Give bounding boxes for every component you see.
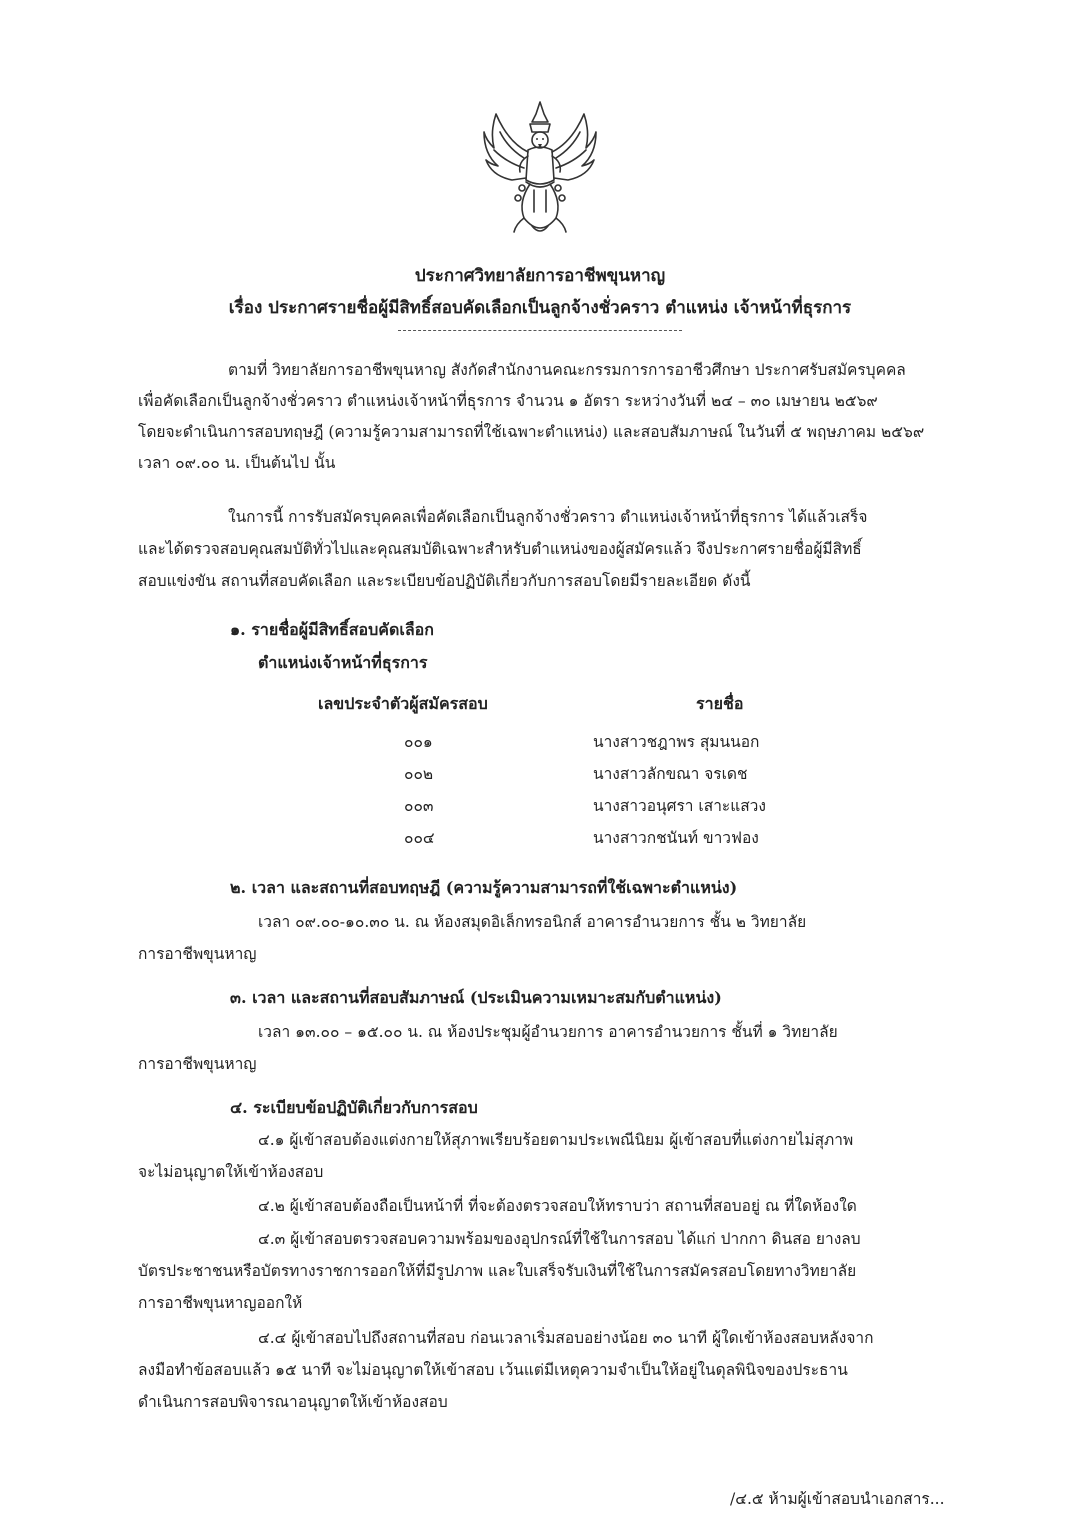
candidate-id: ๐๐๑ — [404, 733, 433, 751]
intro-line: เวลา ๐๙.๐๐ น. เป็นต้นไป นั้น — [138, 454, 336, 472]
candidate-id: ๐๐๓ — [404, 797, 434, 815]
section-3-line: การอาชีพขุนหาญ — [138, 1055, 257, 1073]
section-1-position: ตำแหน่งเจ้าหน้าที่ธุรการ — [258, 653, 428, 672]
candidate-id: ๐๐๒ — [404, 765, 434, 783]
para-line: และได้ตรวจสอบคุณสมบัติทั่วไปและคุณสมบัติเฉพาะสำหรับตำแหน่งของผู้สมัครแล้ว จึงประกาศรายชื่อผู้มีสิทธิ์ — [138, 540, 862, 558]
candidate-name: นางสาวชฎาพร สุมนนอก — [593, 733, 760, 751]
para-line: ในการนี้ การรับสมัครบุคคลเพื่อคัดเลือกเป็นลูกจ้างชั่วคราว ตำแหน่งเจ้าหน้าที่ธุรการ ได้แล้วเสร็จ — [228, 508, 868, 526]
section-2-line: การอาชีพขุนหาญ — [138, 945, 257, 963]
intro-line: โดยจะดำเนินการสอบทฤษฎี (ความรู้ความสามารถที่ใช้เฉพาะตำแหน่ง) และสอบสัมภาษณ์ ในวันที่ ๕ พฤษภาคม ๒๕๖๙ — [138, 423, 925, 441]
rule-item-line: ๔.๑ ผู้เข้าสอบต้องแต่งกายให้สุภาพเรียบร้อยตามประเพณีนิยม ผู้เข้าสอบที่แต่งกายไม่สุภาพ — [258, 1131, 854, 1149]
candidate-id: ๐๐๔ — [404, 829, 435, 847]
rule-item-line: จะไม่อนุญาตให้เข้าห้องสอบ — [138, 1163, 324, 1181]
rule-item-line: การอาชีพขุนหาญออกให้ — [138, 1294, 303, 1312]
intro-line: ตามที่ วิทยาลัยการอาชีพขุนหาญ สังกัดสำนักงานคณะกรรมการการอาชีวศึกษา ประกาศรับสมัครบุคคล — [228, 361, 906, 379]
rule-item-line: ดำเนินการสอบพิจารณาอนุญาตให้เข้าห้องสอบ — [138, 1393, 448, 1411]
section-1-heading: ๑. รายชื่อผู้มีสิทธิ์สอบคัดเลือก — [230, 620, 434, 639]
table-header-name: รายชื่อ — [696, 694, 744, 713]
section-2-heading: ๒. เวลา และสถานที่สอบทฤษฎี (ความรู้ความสามารถที่ใช้เฉพาะตำแหน่ง) — [230, 878, 738, 897]
announcement-subject: เรื่อง ประกาศรายชื่อผู้มีสิทธิ์สอบคัดเลือกเป็นลูกจ้างชั่วคราว ตำแหน่ง เจ้าหน้าที่ธุรการ — [228, 298, 852, 318]
section-3-line: เวลา ๑๓.๐๐ – ๑๕.๐๐ น. ณ ห้องประชุมผู้อำนวยการ อาคารอำนวยการ ชั้นที่ ๑ วิทยาลัย — [258, 1023, 838, 1041]
rule-item-line: ๔.๔ ผู้เข้าสอบไปถึงสถานที่สอบ ก่อนเวลาเริ่มสอบอย่างน้อย ๓๐ นาที ผู้ใดเข้าห้องสอบหลังจาก — [258, 1329, 874, 1347]
section-4-heading: ๔. ระเบียบข้อปฏิบัติเกี่ยวกับการสอบ — [230, 1098, 478, 1117]
para-line: สอบแข่งขัน สถานที่สอบคัดเลือก และระเบียบข้อปฏิบัติเกี่ยวกับการสอบโดยมีรายละเอียด ดังนี้ — [138, 572, 751, 590]
rule-item-line: ๔.๒ ผู้เข้าสอบต้องถือเป็นหน้าที่ ที่จะต้องตรวจสอบให้ทราบว่า สถานที่สอบอยู่ ณ ที่ใดห้องใด — [258, 1197, 857, 1215]
announcement-title: ประกาศวิทยาลัยการอาชีพขุนหาญ — [414, 266, 666, 286]
title-divider — [398, 330, 682, 331]
candidate-name: นางสาวกชนันท์ ขาวฟอง — [593, 829, 759, 847]
garuda-emblem-icon — [478, 92, 602, 242]
section-3-heading: ๓. เวลา และสถานที่สอบสัมภาษณ์ (ประเมินความเหมาะสมกับตำแหน่ง) — [230, 988, 722, 1007]
page-continuation: /๔.๕ ห้ามผู้เข้าสอบนำเอกสาร... — [730, 1490, 945, 1508]
table-header-id: เลขประจำตัวผู้สมัครสอบ — [318, 694, 488, 713]
rule-item-line: ๔.๓ ผู้เข้าสอบตรวจสอบความพร้อมของอุปกรณ์ที่ใช้ในการสอบ ได้แก่ ปากกา ดินสอ ยางลบ — [258, 1230, 861, 1248]
candidate-name: นางสาวลักขณา จรเดช — [593, 765, 748, 783]
section-2-line: เวลา ๐๙.๐๐-๑๐.๓๐ น. ณ ห้องสมุดอิเล็กทรอนิกส์ อาคารอำนวยการ ชั้น ๒ วิทยาลัย — [258, 913, 807, 931]
candidate-name: นางสาวอนุศรา เสาะแสวง — [593, 797, 766, 815]
intro-line: เพื่อคัดเลือกเป็นลูกจ้างชั่วคราว ตำแหน่งเจ้าหน้าที่ธุรการ จำนวน ๑ อัตรา ระหว่างวันที่ ๒๔ – ๓๐ เมษายน ๒๕๖๙ — [138, 392, 878, 410]
rule-item-line: ลงมือทำข้อสอบแล้ว ๑๕ นาที จะไม่อนุญาตให้เข้าสอบ เว้นแต่มีเหตุความจำเป็นให้อยู่ในดุลพินิจของประธาน — [138, 1361, 848, 1379]
rule-item-line: บัตรประชาชนหรือบัตรทางราชการออกให้ที่มีรูปภาพ และใบเสร็จรับเงินที่ใช้ในการสมัครสอบโดยทางวิทยาลัย — [138, 1262, 857, 1280]
